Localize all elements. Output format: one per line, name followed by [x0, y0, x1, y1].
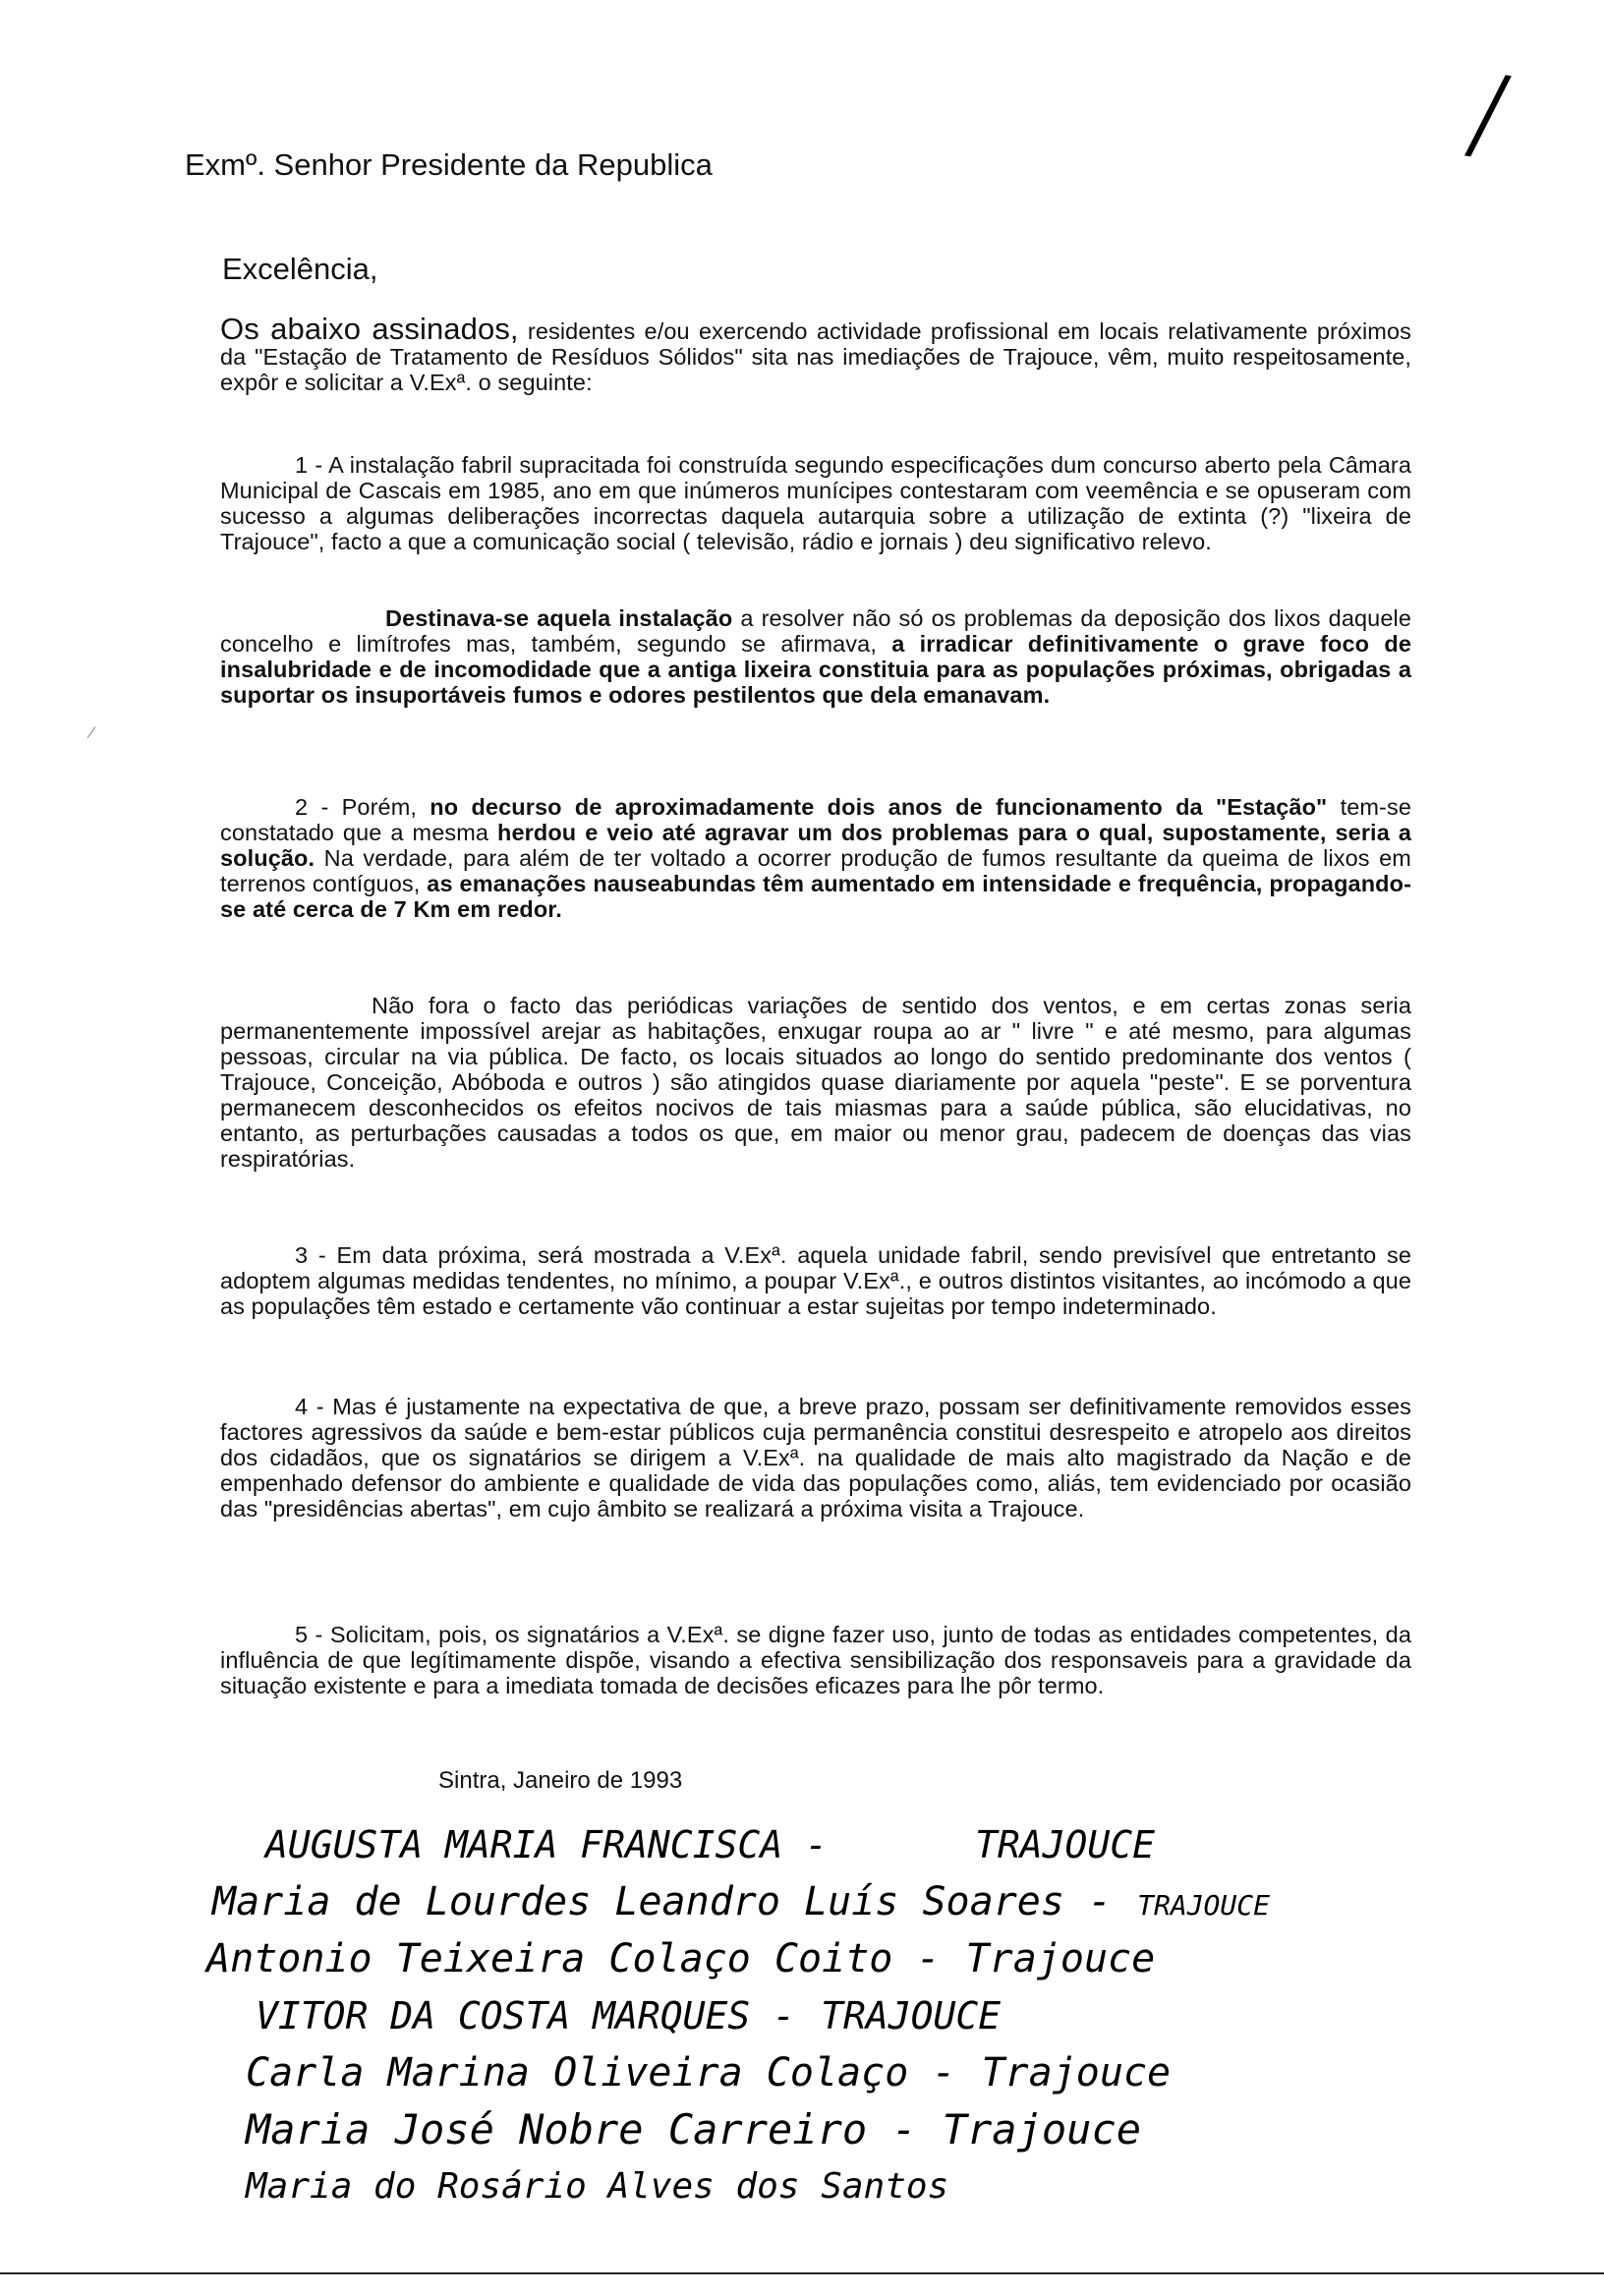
point-5-paragraph: 5 - Solicitam, pois, os signatários a V.Exª. se digne fazer uso, junto de todas as entidades competentes, da influência de que legítimamente dispõe, visando a efectiva sensibilização dos responsaveis para a gravidade da situação existente e para a imediata tomada de decisões eficazes para lhe pôr termo. [220, 1622, 1411, 1698]
signature-name: Carla Marina Oliveira Colaço - [246, 2050, 956, 2095]
signature-name: Antonio Teixeira Colaço Coito - [206, 1936, 941, 1981]
intro-lead: Os abaixo assinados, [220, 312, 519, 346]
signature-place: Trajouce [965, 1936, 1156, 1981]
point-2-paragraph [220, 794, 1411, 922]
signature-list [206, 1816, 1573, 2215]
page-number-mark: / [1461, 42, 1516, 188]
signature-place: TRAJOUCE [974, 1823, 1155, 1866]
point-2-d: herdou e veio até agravar um dos problemas para o qual, supostamente, seria a solução. [220, 820, 1411, 871]
signature-place: Trajouce [942, 2105, 1142, 2153]
point-2-c: tem-se constatado que a mesma [220, 794, 1411, 845]
signature [265, 1816, 1573, 1873]
signature-name: VITOR DA COSTA MARQUES - [256, 1994, 796, 2038]
signature [246, 2101, 1573, 2158]
signature-name: Maria de Lourdes Leandro Luís Soares - [212, 1879, 1113, 1924]
intro-rest: residentes e/ou exercendo actividade profissional em locais relativamente próximos da "Estação de Tratamento de Resíduos Sólidos" sita nas imediações de Trajouce, vêm, muito respeitosamente, expôr e solicitar a V.Exª. o seguinte: [220, 318, 1411, 395]
salutation: Exmº. Senhor Presidente da Republica [185, 147, 713, 182]
signature-place: Trajouce [981, 2050, 1172, 2095]
point-2-a: 2 - Porém, [295, 794, 430, 820]
signature-place: TRAJOUCE [821, 1994, 1002, 2038]
signature [212, 1873, 1573, 1930]
scan-speck [87, 726, 101, 741]
point-2-b: no decurso de aproximadamente dois anos de funcionamento da "Estação" [430, 794, 1328, 820]
point-2-e: Na verdade, para além de ter voltado a ocorrer produção de fumos resultante da queima de lixos em terrenos contíguos, [220, 845, 1411, 896]
intro-paragraph [220, 312, 1411, 395]
signature-name: Maria do Rosário Alves dos Santos [246, 2166, 949, 2207]
signature-name: Maria José Nobre Carreiro - [246, 2105, 917, 2153]
signature [246, 2044, 1573, 2101]
point-1-paragraph: 1 - A instalação fabril supracitada foi construída segundo especificações dum concurso aberto pela Câmara Municipal de Cascais em 1985, ano em que inúmeros munícipes contestaram com veemência e se opuseram com sucesso a algumas deliberações incorrectas daquela autarquia sobre a utilização de extinta (?) "lixeira de Trajouce", facto a que a comunicação social ( televisão, rádio e jornais ) deu significativo relevo. [220, 452, 1411, 554]
point-4-paragraph: 4 - Mas é justamente na expectativa de que, a breve prazo, possam ser definitivamente removidos esses factores agressivos da saúde e bem-estar públicos cuja permanência constitui desrespeito e atropelo aos direitos dos cidadãos, que os signatários se dirigem a V.Exª. na qualidade de mais alto magistrado da Nação e de empenhado defensor do ambiente e qualidade de vida das populações como, aliás, tem evidenciado por ocasião das "presidências abertas", em cujo âmbito se realizará a próxima visita a Trajouce. [220, 1394, 1411, 1521]
point-1-second-paragraph [220, 605, 1411, 708]
point-1-bold-a: Destinava-se aquela instalação [385, 605, 733, 631]
signature [256, 1987, 1573, 2044]
point-3-paragraph: 3 - Em data próxima, será mostrada a V.Exª. aquela unidade fabril, sendo previsível que entretanto se adoptem algumas medidas tendentes, no mínimo, a poupar V.Exª., e outros distintos visitantes, ao incómodo a que as populações têm estado e certamente vão continuar a estar sujeitas por tempo indeterminado. [220, 1242, 1411, 1319]
signature [246, 2158, 1573, 2215]
point-1-bold-b: a irradicar definitivamente o grave foco de insalubridade e de incomodidade que a antiga lixeira constituia para as populações próximas, obrigadas a suportar os insuportáveis fumos e odores pestilentos que dela emanavam. [220, 631, 1411, 708]
dateline: Sintra, Janeiro de 1993 [438, 1767, 683, 1794]
page-bottom-edge [0, 2272, 1604, 2274]
greeting: Excelência, [222, 252, 378, 286]
point-2-f: as emanações nauseabundas têm aumentado em intensidade e frequência, propagando-se até cerca de 7 Km em redor. [220, 871, 1412, 922]
signature-name: AUGUSTA MARIA FRANCISCA - [265, 1823, 828, 1866]
point-1-text: a resolver não só os problemas da deposição dos lixos daquele concelho e limítrofes mas, também, segundo se afirmava, [220, 605, 1411, 657]
signature [206, 1930, 1573, 1987]
point-2-second-paragraph: Não fora o facto das periódicas variações de sentido dos ventos, e em certas zonas seria permanentemente impossível arejar as habitações, enxugar roupa ao ar " livre " e até mesmo, para algumas pessoas, circular na via pública. De facto, os locais situados ao longo do sentido predominante dos ventos ( Trajouce, Conceição, Abóboda e outros ) são atingidos quase diariamente por aquela "peste". E se porventura permanecem desconhecidos os efeitos nocivos de tais miasmas para a saúde pública, são elucidativas, no entanto, as perturbações causadas a todos os que, em maior ou menor grau, padecem de doenças das vias respiratórias. [220, 993, 1411, 1172]
signature-place: TRAJOUCE [1137, 1889, 1270, 1922]
